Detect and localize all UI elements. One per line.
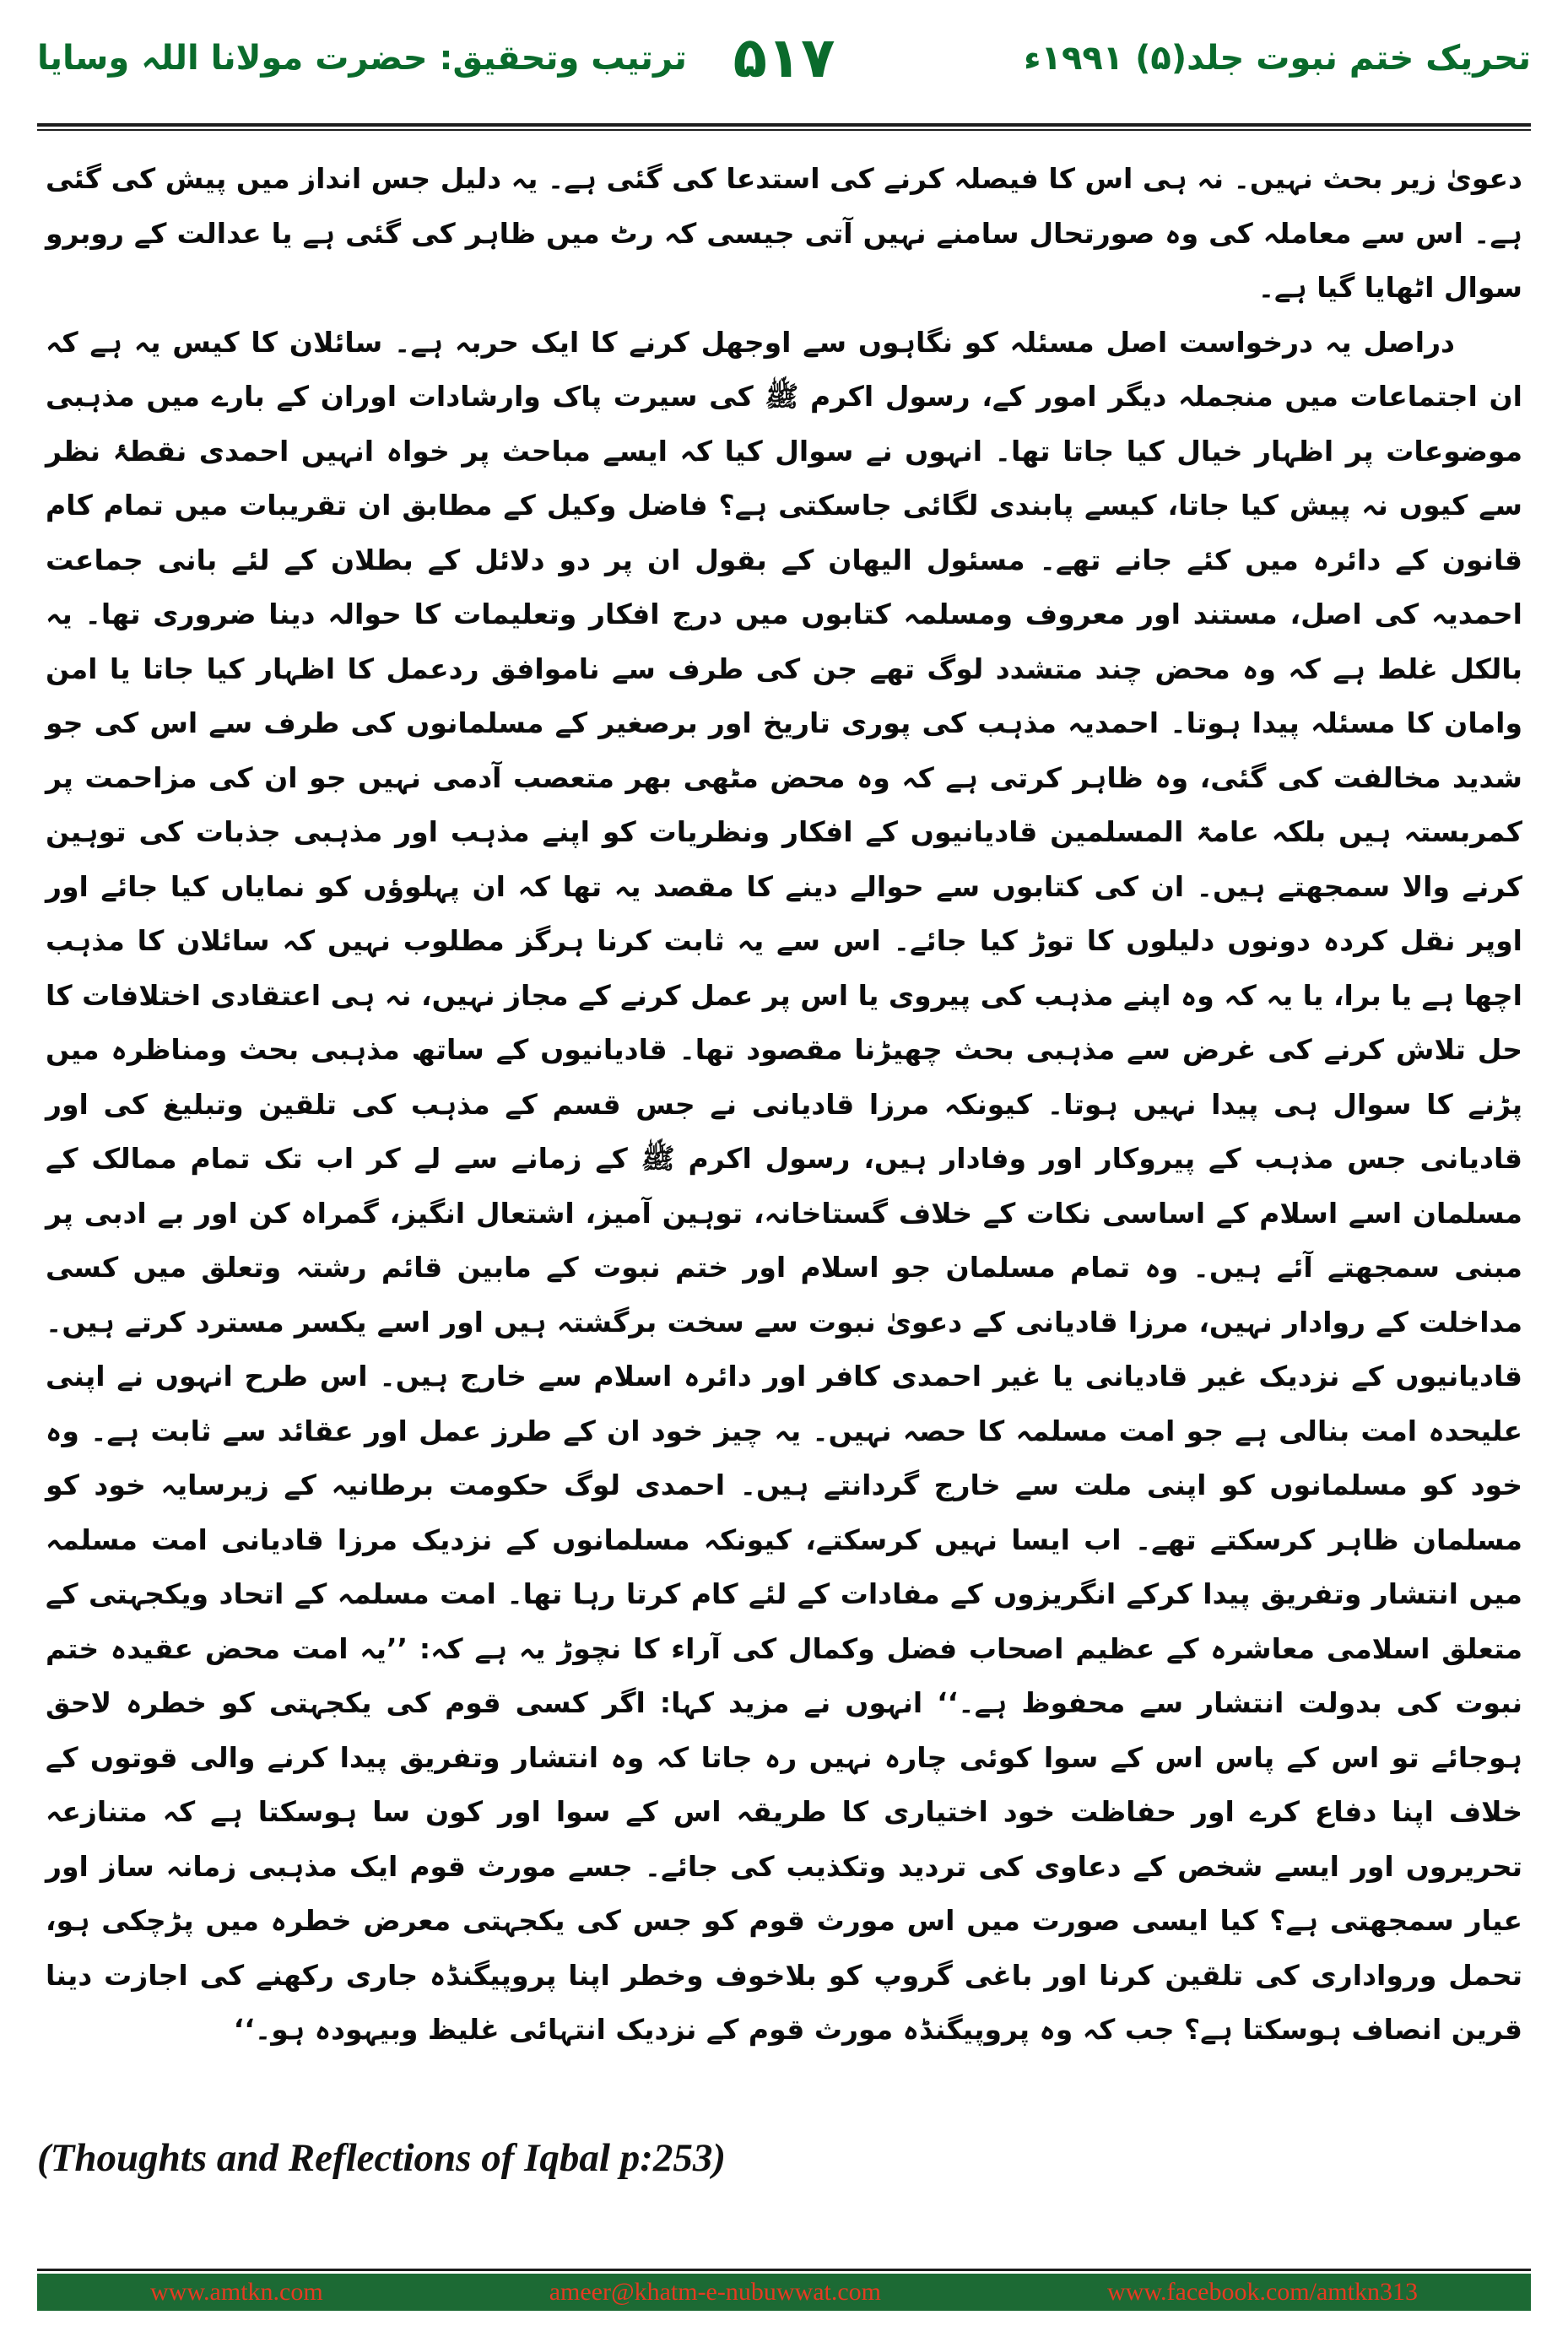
citation: (Thoughts and Reflections of Iqbal p:253)	[37, 2136, 727, 2180]
page-header	[37, 19, 1531, 120]
paragraph-2: دراصل یہ درخواست اصل مسئلہ کو نگاہوں سے اوجھل کرنے کا ایک حربہ ہے۔ سائلان کا کیس یہ ہے کہ ان اجتماعات میں منجملہ دیگر امور کے، رسول اکرم ﷺ کی سیرت پاک وارشادات اوران کے بارے میں مذہبی موضوعات پر اظہار خیال کیا جاتا تھا۔ انہوں نے سوال کیا کہ ایسے مباحث پر خواہ انہیں احمدی نقطۂ نظر سے کیوں نہ پیش کیا جاتا، کیسے پابندی لگائی جاسکتی ہے؟ فاضل وکیل کے مطابق ان تقریبات میں تمام کام قانون کے دائرہ میں کئے جانے تھے۔ مسئول الیھان کے بقول ان پر دو دلائل کے بطلان کے لئے بانی جماعت احمدیہ کی اصل، مستند اور معروف ومسلمہ کتابوں میں درج افکار وتعلیمات کا حوالہ دینا ضروری تھا۔ یہ بالکل غلط ہے کہ وہ محض چند متشدد لوگ تھے جن کی طرف سے ناموافق ردعمل کا اظہار کیا جاتا یا امن وامان کا مسئلہ پیدا ہوتا۔ احمدیہ مذہب کی پوری تاریخ اور برصغیر کے مسلمانوں کی طرف سے اس کی جو شدید مخالفت کی گئی، وہ ظاہر کرتی ہے کہ وہ محض مٹھی بھر متعصب آدمی نہیں جو ان کی مزاحمت پر کمربستہ ہیں بلکہ عامۃ المسلمین قادیانیوں کے افکار ونظریات کو اپنے مذہب اور مذہبی جذبات کی توہین کرنے والا سمجھتے ہیں۔ ان کی کتابوں سے حوالے دینے کا مقصد یہ تھا کہ ان پہلوؤں کو نمایاں کیا جائے اور اوپر نقل کردہ دونوں دلیلوں کا توڑ کیا جائے۔ اس سے یہ ثابت کرنا ہرگز مطلوب نہیں کہ سائلان کا مذہب اچھا ہے یا برا، یا یہ کہ وہ اپنے مذہب کی پیروی یا اس پر عمل کرنے کے مجاز نہیں، نہ ہی اعتقادی اختلافات کا حل تلاش کرنے کی غرض سے مذہبی بحث چھیڑنا مقصود تھا۔ قادیانیوں کے ساتھ مذہبی بحث ومناظرہ میں پڑنے کا سوال ہی پیدا نہیں ہوتا۔ کیونکہ مرزا قادیانی نے جس قسم کے مذہب کی تلقین وتبلیغ کی اور قادیانی جس مذہب کے پیروکار اور وفادار ہیں، رسول اکرم ﷺ کے زمانے سے لے کر اب تک تمام ممالک کے مسلمان اسے اسلام کے اساسی نکات کے خلاف گستاخانہ، توہین آمیز، اشتعال انگیز، گمراہ کن اور بے ادبی پر مبنی سمجھتے آئے ہیں۔ وہ تمام مسلمان جو اسلام اور ختم نبوت کے مابین قائم رشتہ وتعلق میں کسی مداخلت کے روادار نہیں، مرزا قادیانی کے دعویٰ نبوت سے سخت برگشتہ ہیں اور اسے یکسر مسترد کرتے ہیں۔ قادیانیوں کے نزدیک غیر قادیانی یا غیر احمدی کافر اور دائرہ اسلام سے خارج ہیں۔ اس طرح انہوں نے اپنی علیحدہ امت بنالی ہے جو امت مسلمہ کا حصہ نہیں۔ یہ چیز خود ان کے طرز عمل اور عقائد سے ثابت ہے۔ وہ خود کو مسلمانوں کو اپنی ملت سے خارج گردانتے ہیں۔ احمدی لوگ حکومت برطانیہ کے زیرسایہ خود کو مسلمان ظاہر کرسکتے تھے۔ اب ایسا نہیں کرسکتے، کیونکہ مسلمانوں کے نزدیک مرزا قادیانی امت مسلمہ میں انتشار وتفریق پیدا کرکے انگریزوں کے مفادات کے لئے کام کرتا رہا تھا۔ امت مسلمہ کے اتحاد ویکجہتی کے متعلق اسلامی معاشرہ کے عظیم اصحاب فضل وکمال کی آراء کا نچوڑ یہ ہے کہ: ’’یہ امت محض عقیدہ ختم نبوت کی بدولت انتشار سے محفوظ ہے۔‘‘ انہوں نے مزید کہا: اگر کسی قوم کی یکجہتی کو خطرہ لاحق ہوجائے تو اس کے پاس اس کے سوا کوئی چارہ نہیں رہ جاتا کہ وہ انتشار وتفریق پیدا کرنے والی قوتوں کے خلاف اپنا دفاع کرے اور حفاظت خود اختیاری کا طریقہ اس کے سوا اور کون سا ہوسکتا ہے کہ متنازعہ تحریروں اور ایسے شخص کے دعاوی کی تردید وتکذیب کی جائے۔ جسے مورث قوم ایک مذہبی زمانہ ساز اور عیار سمجھتی ہے؟ کیا ایسی صورت میں اس مورث قوم کو جس کی یکجہتی معرض خطرہ میں پڑچکی ہو، تحمل ورواداری کی تلقین کرنا اور باغی گروپ کو بلاخوف وخطر اپنا پروپیگنڈہ جاری رکھنے کی اجازت دینا قرین انصاف ہوسکتا ہے؟ جب کہ وہ پروپیگنڈہ مورث قوم کے نزدیک انتہائی غلیظ وبیہودہ ہو۔‘‘	[46, 325, 1522, 2046]
body-text	[46, 152, 1522, 2058]
email-link[interactable]: ameer@khatm-e-nubuwwat.com	[549, 2278, 881, 2306]
paragraph-1: دعویٰ زیر بحث نہیں۔ نہ ہی اس کا فیصلہ کرنے کی استدعا کی گئی ہے۔ یہ دلیل جس انداز میں پیش کی گئی ہے۔ اس سے معاملہ کی وہ صورتحال سامنے نہیں آتی جیسی کہ رٹ میں ظاہر کی گئی ہے یا عدالت کے روبرو سوال اٹھایا گیا ہے۔	[46, 162, 1522, 304]
footer-divider	[37, 2269, 1531, 2271]
facebook-link[interactable]: www.facebook.com/amtkn313	[1107, 2278, 1418, 2306]
website-link[interactable]: www.amtkn.com	[150, 2278, 323, 2306]
page-footer	[37, 2274, 1531, 2311]
page-number: ۵۱۷	[733, 25, 835, 90]
header-divider	[37, 123, 1531, 127]
book-title: تحریک ختم نبوت جلد(۵) ۱۹۹۱ء	[1024, 39, 1531, 78]
compiler-credit: ترتیب وتحقیق: حضرت مولانا اللہ وسایا	[37, 39, 687, 78]
header-divider-thin	[37, 129, 1531, 131]
